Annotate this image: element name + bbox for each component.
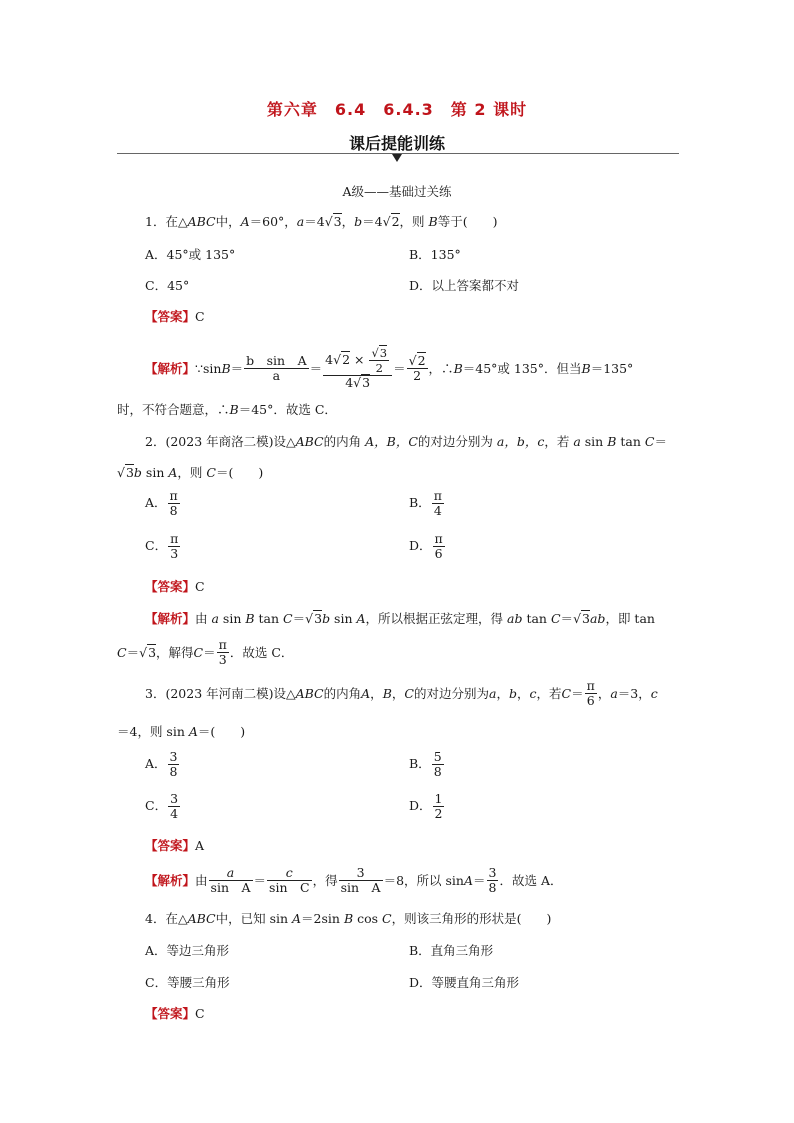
q1-solution: 【解析】 ∵sin B ＝ $\frac{\text{b sin A}}{a}$ ＝ 4√2 × $\frac{√3}{2}$ 4√3 ＝ $\frac{√2}{2}$ ，∴ B ＝45°或 135°．但当 B ＝135° (145, 346, 634, 390)
q2-solution: 【解析】由 a sin B tan C＝√3b sin A，所以根据正弦定理，得 ab tan C＝√3ab，即 tan (145, 611, 655, 626)
q2-option-a: A． $\frac{\pi}{8}$ (145, 488, 178, 518)
q3-option-c: C． $\frac{3}{4}$ (145, 791, 179, 821)
q1-answer: 【答案】C (145, 309, 205, 324)
q1-option-a: A．45°或 135° (145, 247, 236, 262)
sqrt-3: √3 (324, 214, 342, 229)
q4-option-b: B．直角三角形 (409, 943, 494, 958)
q4-option-a: A．等边三角形 (145, 943, 230, 958)
q2-solution-line-2: C ＝ √3 ，解得 C ＝ $\frac{\pi}{3}$ ．故选 C． (117, 636, 294, 667)
q4-option-d: D．等腰直角三角形 (409, 975, 520, 990)
q3-option-a: A． $\frac{3}{8}$ (145, 749, 178, 779)
q4-option-c: C．等腰三角形 (145, 975, 230, 990)
q1-compound-fraction: 4√2 × $\frac{√3}{2}$ 4√3 (323, 346, 392, 390)
question-2-stem-line-1: 2．(2023 年商洛二模)设△ABC的内角 A，B，C的对边分别为 a，b，c，若 a sin B tan C＝ (145, 434, 667, 449)
q4-answer: 【答案】C (145, 1006, 205, 1021)
question-1-stem: 1．在△ABC中，A＝60°，a＝4√3，b＝4√2，则 B等于( ) (145, 214, 498, 229)
q2-option-c: C． $\frac{\pi}{3}$ (145, 531, 179, 561)
question-3-stem-line-1: 3．(2023 年河南二模)设△ ABC 的内角 A ， B ， C 的对边分别为 a ， b ， c ，若 C ＝ $\frac{\pi}{6}$ ， a ＝3， c (145, 677, 658, 708)
q1-option-c: C．45° (145, 278, 190, 293)
q3-option-b: B． $\frac{5}{8}$ (409, 749, 442, 779)
q2-option-d: D． $\frac{\pi}{6}$ (409, 531, 443, 561)
triangle-down-icon (392, 154, 402, 162)
page-subtitle: 课后提能训练 (348, 134, 445, 153)
sqrt-2: √2 (382, 214, 400, 229)
question-4-stem: 4．在△ABC中，已知 sin A＝2sin B cos C，则该三角形的形状是( ) (145, 911, 552, 926)
q3-answer: 【答案】A (145, 838, 205, 853)
question-3-stem-line-2: ＝4，则 sin A＝( ) (117, 724, 246, 739)
question-2-stem-line-2: √3b sin A，则 C＝( ) (117, 465, 264, 480)
page-title: 第六章 6.4 6.4.3 第 2 课时 (266, 100, 528, 119)
q2-option-b: B． $\frac{\pi}{4}$ (409, 488, 442, 518)
q1-option-d: D．以上答案都不对 (409, 278, 520, 293)
q2-answer: 【答案】C (145, 579, 205, 594)
q3-option-d: D． $\frac{1}{2}$ (409, 791, 443, 821)
q1-solution-line-2: 时，不符合题意，∴B＝45°．故选 C． (117, 402, 337, 417)
q1-option-b: B．135° (409, 247, 461, 262)
q3-solution: 【解析】 由 $\frac{a}{\text{sin A}}$ ＝ $\frac{c}{\text{sin C}}$ ，得 $\frac{3}{\text{sin A}}$ ＝8，所以 sin A ＝ $\frac{3}{8}$ ．故选 A． (145, 864, 563, 895)
section-heading: A级——基础过关练 (342, 184, 452, 199)
